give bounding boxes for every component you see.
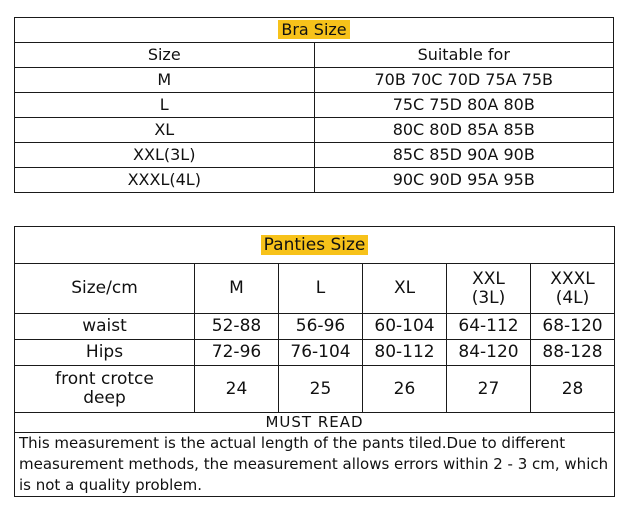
bra-size-cell: M	[15, 68, 315, 93]
panties-value-cell: 28	[531, 366, 615, 413]
bra-size-cell: XL	[15, 118, 315, 143]
panties-row-label: front crotce deep	[15, 366, 195, 413]
bra-header-size: Size	[15, 43, 315, 68]
panties-title-cell	[15, 227, 615, 264]
bra-size-cell: XXL(3L)	[15, 143, 315, 168]
panties-row-label: Hips	[15, 340, 195, 366]
panties-value-cell: 56-96	[279, 314, 363, 340]
measurement-note: This measurement is the actual length of the pants tiled.Due to different measurement methods, the measurement allows errors within 2 - 3 cm, which is not a quality problem.	[15, 433, 615, 497]
panties-row-label: waist	[15, 314, 195, 340]
bra-suitable-cell: 90C 90D 95A 95B	[314, 168, 614, 193]
bra-size-table	[14, 17, 614, 193]
bra-size-cell: XXXL(4L)	[15, 168, 315, 193]
panties-title: Panties Size	[261, 235, 369, 255]
panties-header-cell: M	[195, 264, 279, 314]
bra-suitable-cell: 80C 80D 85A 85B	[314, 118, 614, 143]
panties-header-cell: XXL (3L)	[447, 264, 531, 314]
panties-value-cell: 27	[447, 366, 531, 413]
panties-value-cell: 80-112	[363, 340, 447, 366]
bra-title: Bra Size	[278, 20, 349, 39]
panties-value-cell: 64-112	[447, 314, 531, 340]
bra-header-suitable: Suitable for	[314, 43, 614, 68]
panties-header-cell: XXXL (4L)	[531, 264, 615, 314]
panties-value-cell: 68-120	[531, 314, 615, 340]
panties-size-table	[14, 226, 615, 497]
must-read-label: MUST READ	[15, 413, 615, 433]
panties-header-cell: L	[279, 264, 363, 314]
bra-suitable-cell: 75C 75D 80A 80B	[314, 93, 614, 118]
bra-suitable-cell: 70B 70C 70D 75A 75B	[314, 68, 614, 93]
panties-value-cell: 25	[279, 366, 363, 413]
bra-size-cell: L	[15, 93, 315, 118]
panties-value-cell: 24	[195, 366, 279, 413]
bra-title-cell	[15, 18, 614, 43]
bra-suitable-cell: 85C 85D 90A 90B	[314, 143, 614, 168]
panties-value-cell: 52-88	[195, 314, 279, 340]
panties-value-cell: 88-128	[531, 340, 615, 366]
panties-value-cell: 84-120	[447, 340, 531, 366]
panties-value-cell: 72-96	[195, 340, 279, 366]
panties-value-cell: 26	[363, 366, 447, 413]
panties-header-cell: XL	[363, 264, 447, 314]
panties-value-cell: 60-104	[363, 314, 447, 340]
panties-value-cell: 76-104	[279, 340, 363, 366]
panties-header-cell: Size/cm	[15, 264, 195, 314]
